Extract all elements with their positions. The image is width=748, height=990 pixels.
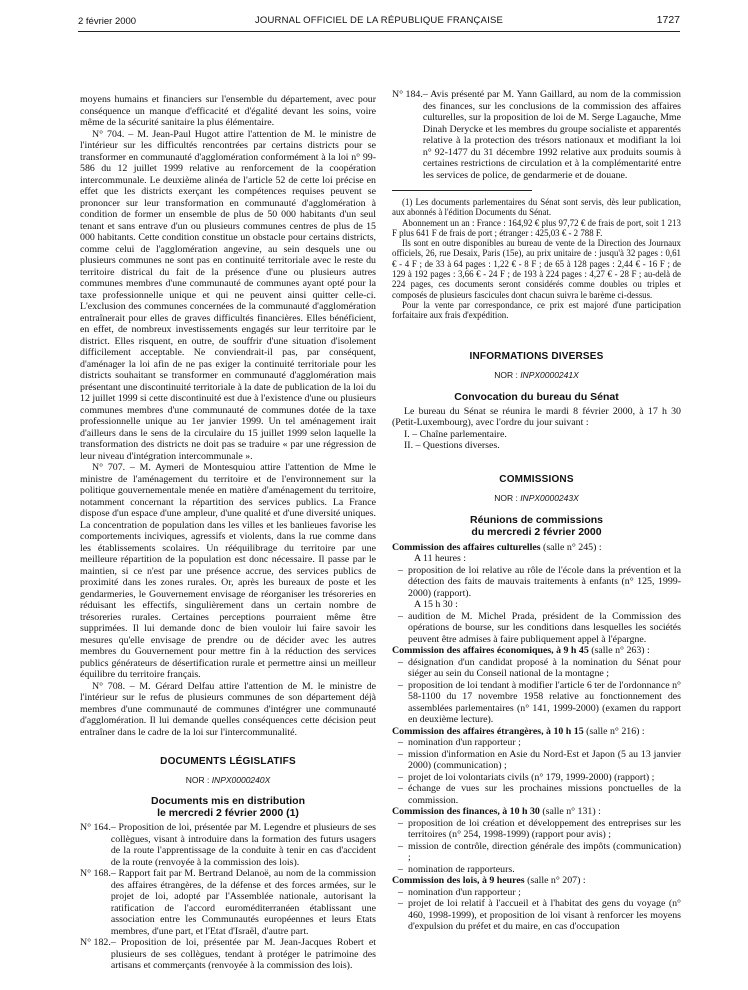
- commission-heading: [392, 875, 681, 887]
- commission-room: (salle n° 131) :: [539, 806, 601, 818]
- dash-marker: –: [398, 840, 403, 852]
- agenda-entry: [398, 680, 681, 726]
- agenda-entry: [398, 783, 681, 806]
- paragraph-continuation: moyens humains et financiers sur l'ensemble du département, avec pour conséquence un manque d'efficacité et d'égalité devant les soins, voire même de la sécurité sanitaire la plus élémentaire.: [80, 94, 376, 128]
- commission-name: Commission des finances, à 10 h 30: [392, 806, 540, 818]
- commission-heading: [392, 542, 681, 554]
- commission-name: Commission des lois, à 9 heures: [392, 875, 525, 887]
- document-text: – Rapport fait par M. Bertrand Delanoë, au nom de la commission des affaires étrangères, de la défense et des forces armées, sur le projet de loi, adopté par l'Assemblée nationale, autorisant la ratification de l'accord euroméditerranéen établissant une association entre les Communautés européennes et leurs Etats membres, d'une part, et l'Etat d'Israël, d'autre part.: [110, 868, 376, 937]
- document-text: – Proposition de loi, présentée par M. Jean-Jacques Robert et plusieurs de ses collègues, tendant à protéger le patrimoine des artisans et commerçants (renvoyée à la commission des lois).: [110, 937, 376, 971]
- commission-heading: [392, 645, 681, 657]
- header-rule: [78, 31, 680, 32]
- left-column: [80, 94, 376, 972]
- page-header: [78, 14, 680, 30]
- agenda-entry-text: échange de vues sur les prochaines missions ponctuelles de la commission.: [408, 783, 681, 806]
- agenda-entry-text: nomination de rapporteurs.: [408, 863, 515, 875]
- documents-subtitle: Documents mis en distribution le mercredi 2 février 2000 (1): [150, 795, 305, 819]
- agenda-entry: [398, 749, 681, 772]
- commission-name: Commission des affaires culturelles: [392, 541, 541, 553]
- commission-room: (salle n° 263) :: [588, 645, 650, 657]
- agenda-entry-text: projet de loi volontariats civils (n° 179, 1999-2000) (rapport) ;: [408, 771, 655, 783]
- document-item: [80, 822, 376, 868]
- agenda-entry: [398, 737, 681, 749]
- agenda-entry: [398, 898, 681, 933]
- convocation-text: Le bureau du Sénat se réunira le mardi 8 février 2000, à 17 h 30 (Petit-Luxembourg), avec l'ordre du jour suivant :: [392, 405, 681, 429]
- agenda-entry: [398, 565, 681, 600]
- agenda-list: [392, 429, 681, 452]
- convocation-title: Convocation du bureau du Sénat: [454, 390, 619, 403]
- document-item: [80, 937, 376, 972]
- agenda-entry-text: nomination d'un rapporteur ;: [408, 886, 521, 898]
- commission-room: (salle n° 207) :: [524, 875, 586, 887]
- nor-reference: NOR : INPX0000240X: [185, 774, 271, 785]
- agenda-item: II. – Questions diverses.: [404, 440, 500, 452]
- dash-marker: –: [398, 817, 403, 829]
- commission-name: Commission des affaires économiques, à 9 h 45: [392, 645, 589, 657]
- commission-room: (salle n° 245) :: [540, 541, 602, 553]
- section-title-documents: DOCUMENTS LÉGISLATIFS: [160, 756, 296, 767]
- journal-title: JOURNAL OFFICIEL DE LA RÉPUBLIQUE FRANÇAISE: [254, 15, 504, 26]
- footnote: (1) Les documents parlementaires du Sénat sont servis, dès leur publication, aux abonnés à l'édition Documents du Sénat. Abonnement un an : France : 164,92 € plus 97,72 € de frais de port, soit 1 213 F plus 641 F de frais de port ; étranger : 425,03 € - 2 788 F. Ils sont en outre disponibles au bureau de vente de la Direction des Journaux officiels, 26, rue Desaix, Paris (15e), au prix unitaire de : jusqu'à 32 pages : 0,61 € - 4 F ; de 33 à 64 pages : 1,22 € - 8 F ; de 65 à 128 pages : 2,44 € - 16 F ; de 129 à 192 pages : 3,66 € - 24 F ; de 193 à 224 pages : 4,27 € - 28 F ; au-delà de 224 pages, ces documents seront considérés comme doubles ou triples et composés de plusieurs fascicules dont chacun suivra le barème ci-dessus. Pour la vente par correspondance, ce prix est majoré d'une participation forfaitaire aux frais d'expédition.: [392, 197, 681, 321]
- document-number: N° 168.: [80, 868, 111, 879]
- right-column: [392, 89, 681, 933]
- commission-heading: [392, 806, 681, 818]
- dash-marker: –: [398, 748, 403, 760]
- reunions-title: Réunions de commissions du mercredi 2 février 2000: [469, 513, 604, 538]
- section-title-informations: INFORMATIONS DIVERSES: [469, 350, 604, 362]
- document-number: N° 164.: [80, 822, 111, 833]
- session-time: A 15 h 30 :: [414, 599, 458, 611]
- agenda-entry-text: mission de contrôle, direction générale des impôts (communication) ;: [408, 840, 681, 864]
- agenda-entry: [398, 887, 681, 899]
- dash-marker: –: [398, 863, 403, 875]
- document-item-184: N° 184. – Avis présenté par M. Yann Gaillard, au nom de la commission des finances, sur les conclusions de la commission des affaires culturelles, sur la proposition de loi de M. Serge Lagauche, Mme Dinah Derycke et les membres du groupe socialiste et apparentés relative à la protection des trésors nationaux et modifiant la loi n° 92-1477 du 31 décembre 1992 relative aux produits soumis à certaines restrictions de circulation et à la complémentarité entre les services de police, de gendarmerie et de douane.: [392, 89, 681, 181]
- section-title-commissions: COMMISSIONS: [499, 473, 574, 485]
- nor-reference-info: NOR : INPX0000241X: [494, 370, 579, 381]
- agenda-entry-text: désignation d'un candidat proposé à la nomination du Sénat pour siéger au sein du Conseil national de la montagne ;: [408, 656, 681, 680]
- page-number: 1727: [656, 14, 680, 26]
- nor-reference-commissions: NOR : INPX0000243X: [494, 493, 579, 504]
- agenda-entry-text: proposition de loi création et développement des entreprises sur les territoires (n° 254, 1998-1999) (rapport pour avis) ;: [408, 817, 681, 841]
- agenda-entry-text: nomination d'un rapporteur ;: [408, 737, 521, 749]
- dash-marker: –: [398, 783, 403, 795]
- dash-marker: –: [398, 679, 403, 691]
- commission-name: Commission des affaires étrangères, à 10 h 15: [392, 725, 584, 737]
- dash-marker: –: [398, 886, 403, 898]
- agenda-entry-text: projet de loi relatif à l'accueil et à l'habitat des gens du voyage (n° 460, 1998-1999), et proposition de loi visant à renforcer les moyens d'expulsion du préfet et du maire, en cas d'occupation: [408, 898, 681, 933]
- commission-heading: [392, 726, 681, 738]
- document-list: [80, 822, 376, 972]
- agenda-entry: [398, 611, 681, 646]
- agenda-entry: [398, 657, 681, 680]
- dash-marker: –: [398, 564, 403, 576]
- session-time: A 11 heures :: [414, 553, 467, 565]
- question-704: N° 704. – M. Jean-Paul Hugot attire l'attention de M. le ministre de l'intérieur sur les difficultés rencontrées par certains districts pour se transformer en communauté d'agglomération conformément à la loi n° 99-586 du 12 juillet 1999 relative au renforcement de la coopération intercommunale. Le deuxième alinéa de l'article 52 de cette loi précise en effet que les districts exerçant les compétences requises peuvent se prononcer sur leur transformation en communauté d'agglomération à condition de former un ensemble de plus de 50 000 habitants d'un seul tenant et sans entrave d'un ou plusieurs communes centres de plus de 15 000 habitants. Cette condition constitue un obstacle pour certains districts, comme celui de l'agglomération angevine, au sein desquels une ou plusieurs communes ne sont pas en continuité territoriale avec le reste du territoire districal du fait de la présence d'une ou plusieurs autres communes membres d'une communauté de communes ayant opté pour la taxe professionnelle unique et qui ne peuvent ainsi quitter celle-ci. L'exclusion des communes concernées de la communauté d'agglomération entraînerait pour elles de graves difficultés financières. Elles bénéficient, en effet, de nombreux investissements engagés sur leur territoire par le district. Elles risquent, en outre, de souffrir d'une situation d'isolement difficilement acceptable. Ne conviendrait-il pas, par conséquent, d'aménager la loi afin de ne pas exiger la continuité territoriale pour les districts souhaitant se transformer en communauté d'agglomération mais présentant une discontinuité territoriale à la date de publication de la loi du 12 juillet 1999 si cette discontinuité est due à l'existence d'une ou plusieurs communes membres d'une communauté de communes dotée de la taxe professionnelle unique au 1er janvier 1999. Un tel aménagement irait d'ailleurs dans le sens de la circulaire du 15 juillet 1999 selon laquelle la transformation des districts ne doit pas se traduire « par une régression de leur niveau d'intégration intercommunale ».: [80, 128, 376, 462]
- dash-marker: –: [398, 656, 403, 668]
- agenda-entry-text: proposition de loi relative au rôle de l'école dans la prévention et la détection des faits de mauvais traitements à enfants (n° 125, 1999-2000) (rapport).: [408, 564, 681, 599]
- dash-marker: –: [398, 737, 403, 749]
- document-number: N° 182.: [80, 937, 111, 948]
- document-item: [80, 868, 376, 937]
- dash-marker: –: [398, 898, 403, 910]
- agenda-entry-text: mission d'information en Asie du Nord-Est et Japon (5 au 13 janvier 2000) (communication) ;: [408, 748, 681, 772]
- dash-marker: –: [398, 610, 403, 622]
- commission-room: (salle n° 216) :: [583, 725, 645, 737]
- agenda-entry-text: proposition de loi tendant à modifier l'article 6 ter de l'ordonnance n° 58-1100 du 17 novembre 1958 relative au fonctionnement des assemblées parlementaires (n° 141, 1999-2000) (examen du rapport en deuxième lecture).: [408, 679, 681, 726]
- agenda-entry-text: audition de M. Michel Prada, président de la Commission des opérations de bourse, sur les conditions dans lesquelles les sociétés peuvent être admises à faire publiquement appel à l'épargne.: [408, 610, 681, 645]
- question-708: N° 708. – M. Gérard Delfau attire l'attention de M. le ministre de l'intérieur sur le refus de plusieurs communes de son département déjà membres d'une communauté de communes d'intégrer une communauté d'agglomération. Il lui demande quelles conséquences cette décision peut entraîner dans le cadre de la loi sur l'intercommunalité.: [80, 680, 376, 738]
- agenda-entry: [398, 864, 681, 876]
- agenda-entry: [398, 818, 681, 841]
- question-707: N° 707. – M. Aymeri de Montesquiou attire l'attention de Mme le ministre de l'aménagement du territoire et de l'environnement sur la politique gouvernementale menée en matière d'aménagement du territoire, notamment concernant la répartition des services publics. La France dispose d'un espace d'une ampleur, d'une qualité et d'une diversité uniques. La concentration de population dans les villes et les banlieues favorise les comportements inciviques, agressifs et violents, dans la rue comme dans les établissements scolaires. Un rééquilibrage du territoire par une meilleure répartition de la population est donc nécessaire. Il passe par le maintien, si ce n'est par une présence accrue, des services publics de proximité dans les zones rurales. Or, après les bureaux de poste et les gendarmeries, le Gouvernement envisage de réorganiser les trésoreries en réduisant les effectifs, singulièrement dans un certain nombre de trésoreries rurales. Certaines perceptions pourraient même être supprimées. Il lui demande donc de bien vouloir lui faire savoir les mesures qu'elle envisage de prendre ou de décider avec les autres membres du Gouvernement pour mettre fin à la réduction des services publics générateurs de désertification rurale et permettre ainsi un meilleur équilibre du territoire français.: [80, 462, 376, 680]
- agenda-entry: [398, 841, 681, 864]
- issue-date: 2 février 2000: [78, 16, 137, 27]
- dash-marker: –: [398, 771, 403, 783]
- agenda-entry: [398, 772, 681, 784]
- agenda-item: I. – Chaîne parlementaire.: [404, 428, 507, 440]
- document-text: – Proposition de loi, présentée par M. Legendre et plusieurs de ses collègues, visant à introduire dans la formation des futurs usagers de la route l'apprentissage de la conduite à tenir en cas d'accident de la route (renvoyée à la commission des lois).: [110, 822, 376, 868]
- commission-list: [392, 542, 681, 933]
